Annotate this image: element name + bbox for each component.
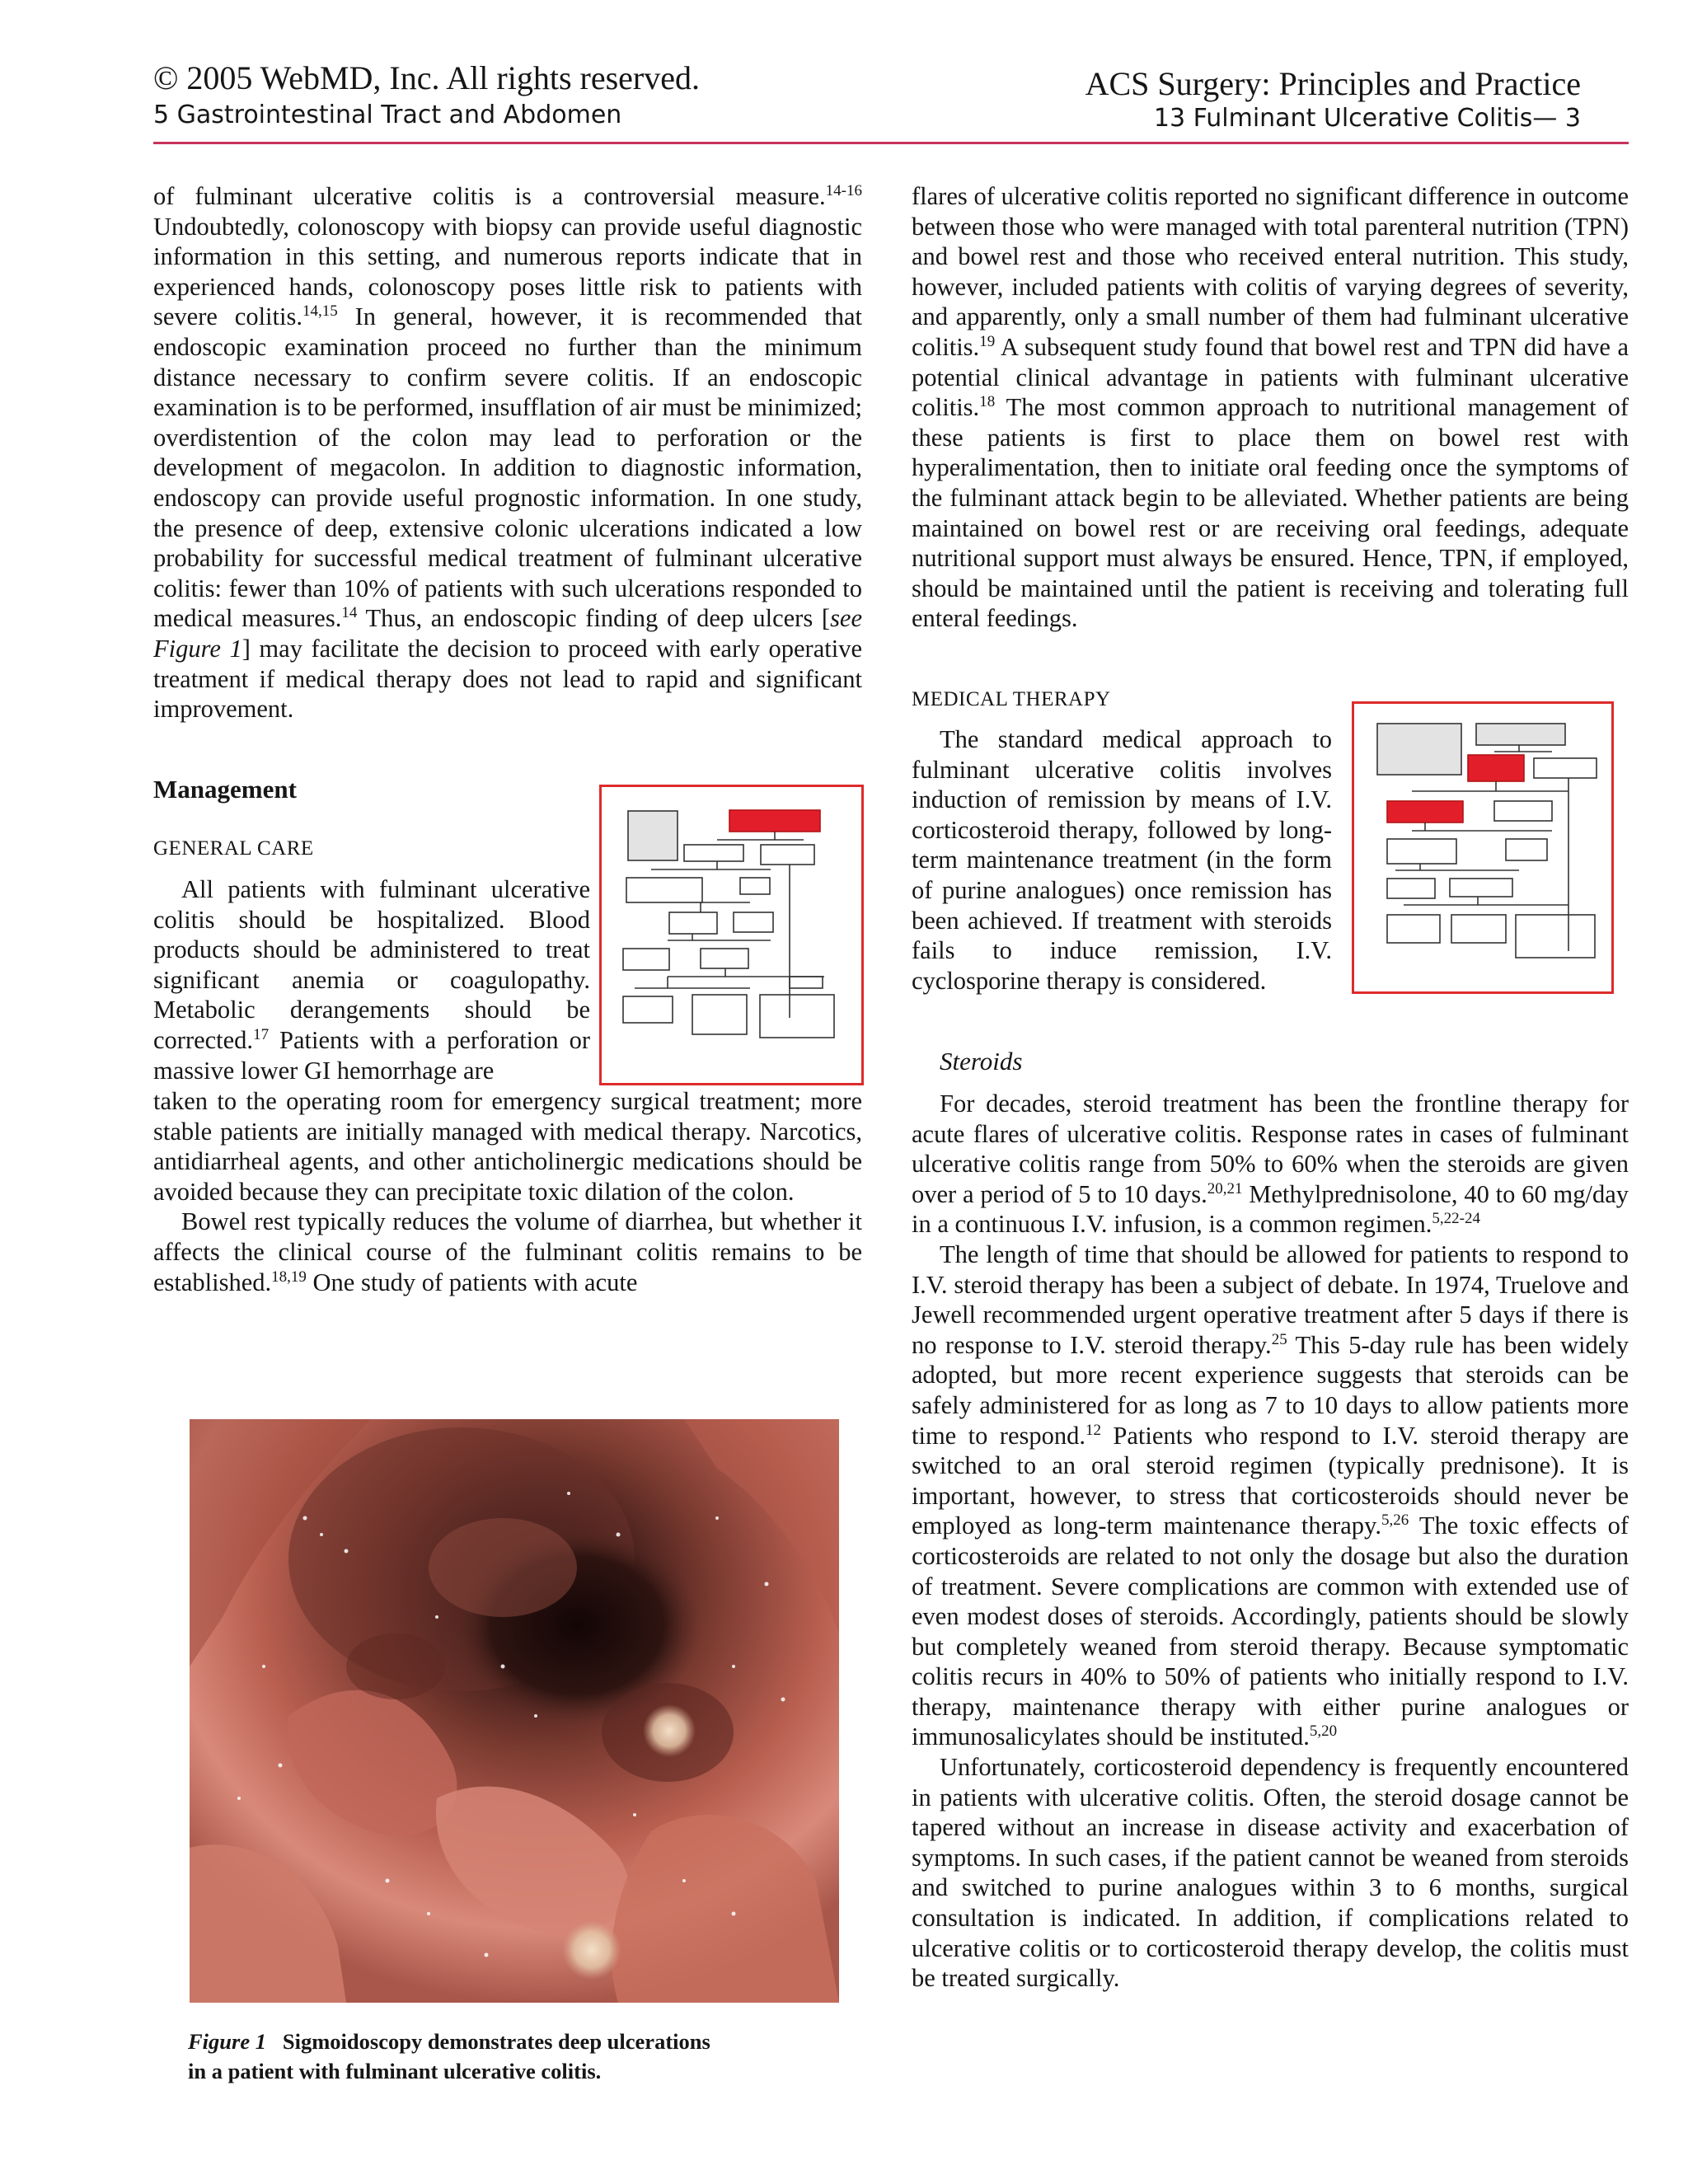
figure-label: Figure 1 [188,2029,266,2054]
general-care-heading: GENERAL CARE [153,837,314,860]
intro-paragraph: of fulminant ulcerative colitis is a controversial measure.$^{14-16}$ Undoubtedly, colonoscopy with biopsy can provide useful diagnostic information in this setting, and numerous reports indicate that in experienced hands, colonoscopy poses little risk to patients with severe colitis.$^{14,15}$ In general, however, it is recommended that endoscopic examination proceed no further than the minimum distance necessary to confirm severe colitis. If an endoscopic examination is to be performed, insufflation of air must be minimized; overdistention of the colon may lead to perforation or the development of megacolon. In addition to diagnostic information, endoscopy can provide useful prognostic information. In one study, the presence of deep, extensive colonic ulcerations indicated a low probability for successful medical treatment of fulminant ulcerative colitis: fewer than 10% of patients with such ulcerations responded to medical measures.$^{14}$ Thus, an endoscopic finding of deep ulcers [see Figure 1] may facilitate the decision to proceed with early operative treatment if medical therapy does not lead to rapid and significant improvement. [153,182,863,724]
algorithm-thumbnail-general-care[interactable] [599,785,864,1085]
algorithm-thumbnail-medical-therapy[interactable] [1352,701,1614,994]
header-rule [153,142,1629,144]
sigmoidoscopy-image [190,1419,839,2003]
nutrition-paragraph: flares of ulcerative colitis reported no significant difference in outcome between those who were managed with total parenteral nutrition (TPN) and bowel rest and those who received enteral nutrition. This study, however, included patients with colitis of varying degrees of severity, and apparently, only a small number of them had fulminant ulcerative colitis.$^{19}$ A subsequent study found that bowel rest and TPN did have a potential clinical advantage in patients with fulminant ulcerative colitis.$^{18}$ The most common approach to nutritional management of these patients is first to place them on bowel rest with hyperalimentation, then to initiate oral feeding once the symptoms of the fulminant attack begin to be alleviated. Whether patients are being maintained on bowel rest or are receiving oral feedings, adequate nutritional support must always be ensured. Hence, TPN, if employed, should be maintained until the patient is receiving and tolerating full enteral feedings. [912,182,1629,633]
management-heading: Management [153,775,297,804]
steroids-section [912,1089,1629,1994]
sigmoidoscopy-illustration [190,1419,839,2003]
steroids-paragraph-1: For decades, steroid treatment has been the frontline therapy for acute flares of ulcerative colitis. Response rates in cases of fulminant ulcerative colitis range from 50% to 60% when the steroids are given over a period of 5 to 10 days.$^{20,21}$ Methylprednisolone, 40 to 60 mg/day in a continuous I.V. infusion, is a common regimen.$^{5,22-24}$ [912,1090,1629,1239]
book-title: ACS Surgery: Principles and Practice [1085,65,1581,102]
steroids-paragraph-3: Unfortunately, corticosteroid dependency is frequently encountered in patients with ulcerative colitis. Often, the steroid dosage cannot be tapered without an increase in disease activity and exacerbation of symptoms. In such cases, if the patient cannot be weaned from steroids and switched to purine analogues within 3 to 6 months, surgical consultation is indicated. In addition, if complications related to ulcerative colitis or to corticosteroid therapy develop, the colitis must be treated surgically. [912,1753,1629,1993]
algorithm-flowchart [1354,704,1611,991]
section-title: 5 Gastrointestinal Tract and Abdomen [153,101,622,129]
steroids-paragraph-2: The length of time that should be allowed for patients to respond to I.V. steroid therapy has been a subject of debate. In 1974, Truelove and Jewell recommended urgent operative treatment after 5 days if there is no response to I.V. steroid therapy.$^{25}$ This 5-day rule has been widely adopted, but more recent experience suggests that steroids can be safely administered for as long as 7 to 10 days to allow patients more time to respond.$^{12}$ Patients who respond to I.V. steroid therapy are switched to an oral steroid regimen (typically prednisone). It is important, however, to stress that corticosteroids should never be employed as long-term maintenance therapy.$^{5,26}$ The toxic effects of corticosteroids are related to not only the dosage but also the duration of treatment. Severe complications are common with extended use of even modest doses of steroids. Accordingly, patients should be slowly but completely weaned from steroid therapy. Because symptomatic colitis recurs in 40% to 50% of patients who initially respond to I.V. therapy, maintenance therapy with either purine analogues or immunosalicylates should be instituted.$^{5,20}$ [912,1240,1629,1751]
medical-therapy-text: The standard medical approach to fulminant ulcerative colitis involves induction of remission by means of I.V. corticosteroid therapy, followed by long-term maintenance treatment (in the form of purine analogues) once remission has been achieved. If treatment with steroids fails to induce remission, I.V. cyclosporine therapy is considered. [912,725,1332,995]
medical-therapy-heading: MEDICAL THERAPY [912,688,1111,710]
figure-caption-line2: in a patient with fulminant ulcerative colitis. [188,2059,602,2083]
general-care-paragraph-narrow [153,874,590,1085]
bowel-rest-paragraph: Bowel rest typically reduces the volume of diarrhea, but whether it affects the clinical course of the fulminant colitis remains to be established.$^{18,19}$ One study of patients with acute [153,1207,862,1296]
algorithm-flowchart [602,787,861,1083]
steroids-heading: Steroids [940,1047,1023,1076]
copyright-notice: © 2005 WebMD, Inc. All rights reserved. [153,59,700,96]
medical-therapy-paragraph [912,724,1332,996]
figure-caption-line1: Sigmoidoscopy demonstrates deep ulcerations [282,2029,710,2054]
general-care-text-wide: taken to the operating room for emergency surgical treatment; more stable patients are initially managed with medical therapy. Narcotics, antidiarrheal agents, and other anticholinergic medications should be avoided because they can precipitate toxic dilation of the colon. [153,1087,862,1206]
general-care-text-narrow: All patients with fulminant ulcerative colitis should be hospitalized. Blood products should be administered to treat significant anemia or coagulopathy. Metabolic derangements should be corrected.$^{17}$ Patients with a perforation or massive lower GI hemorrhage are [153,875,590,1085]
figure-caption [188,2027,847,2086]
general-care-paragraph-wide [153,1086,862,1297]
chapter-title: 13 Fulminant Ulcerative Colitis— 3 [1153,104,1581,133]
